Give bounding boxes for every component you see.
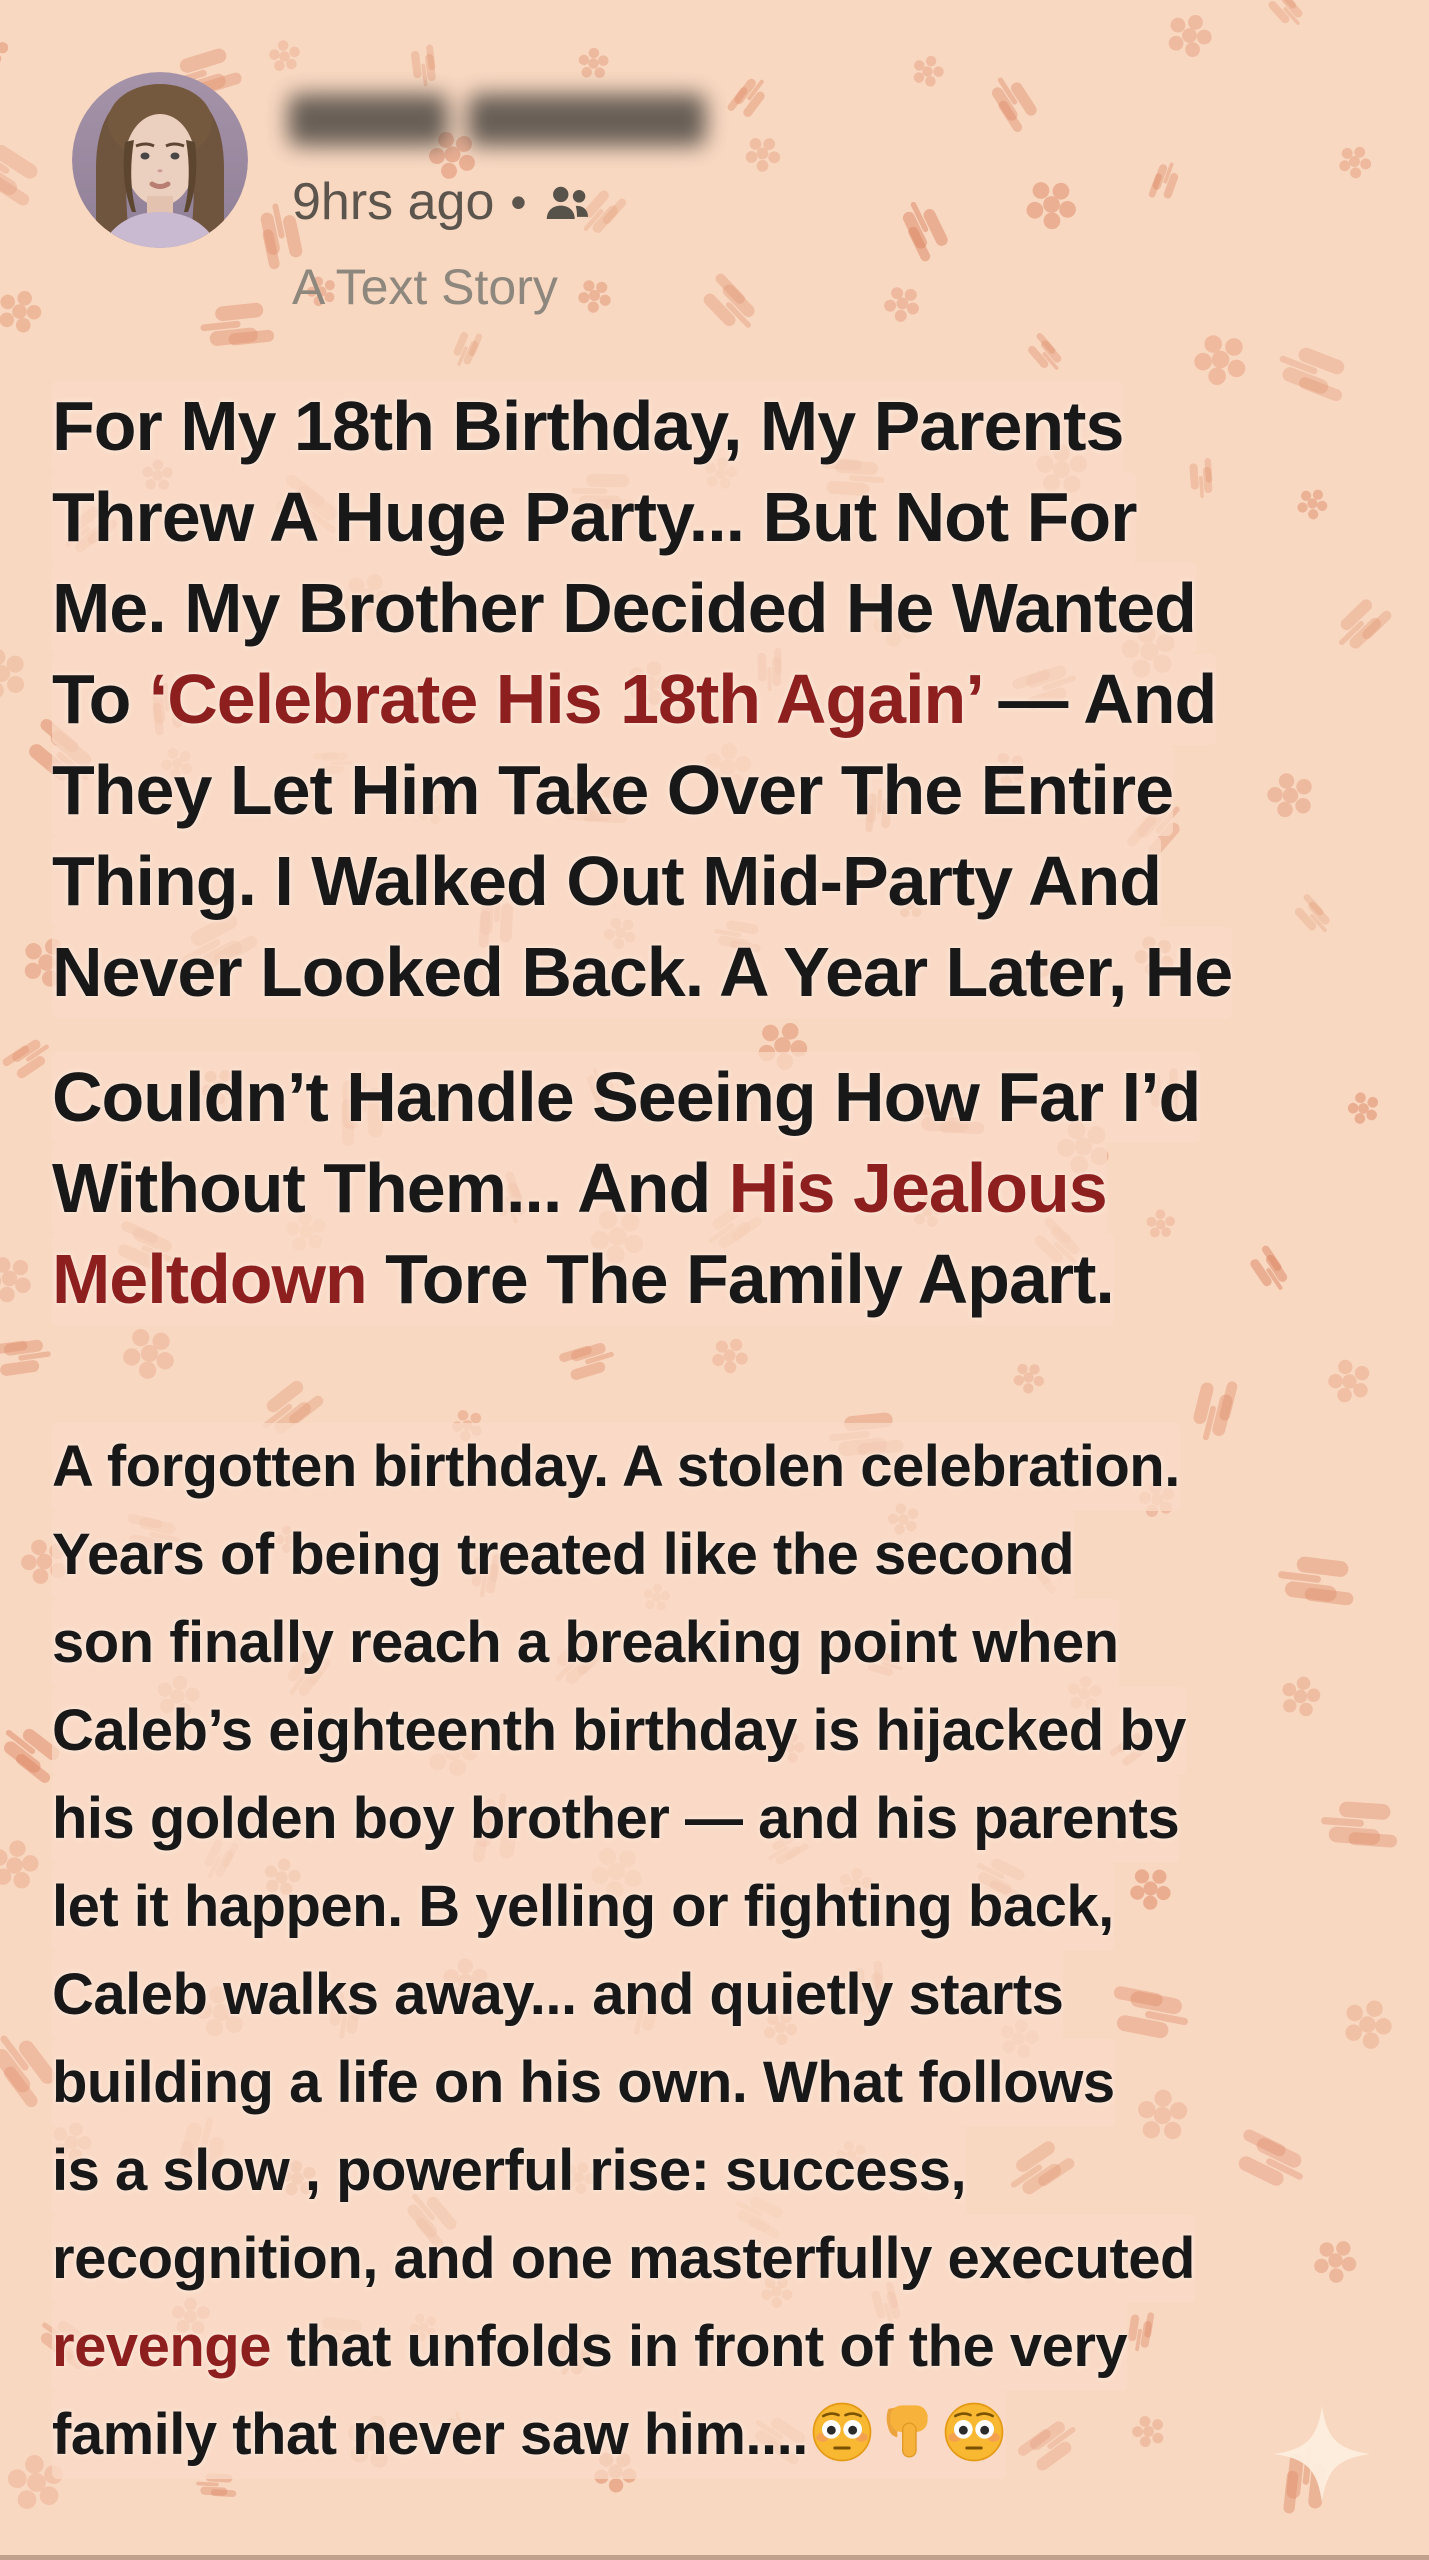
- flushed-face-emoji: [942, 2400, 1006, 2464]
- story-run: For My 18th Birthday, My Parents: [52, 387, 1124, 465]
- point-down-emoji: [876, 2400, 940, 2464]
- story-line: [52, 927, 1232, 1018]
- story-line: [52, 836, 1161, 927]
- story-run: building a life on his own. What follows: [52, 2050, 1115, 2115]
- story-line: [52, 1951, 1063, 2039]
- username-blur-word: [468, 94, 706, 146]
- story-run: Me. My Brother Decided He Wanted: [52, 569, 1196, 647]
- highlighted-red-text: revenge: [52, 2314, 271, 2379]
- story-run: is a slow , powerful rise: success,: [52, 2138, 967, 2203]
- story-line: [52, 563, 1196, 654]
- story-line: [52, 2127, 966, 2215]
- story-paragraph: [52, 1052, 1399, 1325]
- story-run: Years of being treated like the second: [52, 1522, 1075, 1587]
- story-line: [52, 2303, 1127, 2391]
- story-line: [52, 2215, 1195, 2303]
- story-line: [52, 1775, 1179, 1863]
- story-run: Tore The Family Apart.: [366, 1240, 1114, 1318]
- story-line: [52, 1423, 1180, 1511]
- story-line: [52, 654, 1216, 745]
- story-line: [52, 1863, 1114, 1951]
- avatar[interactable]: [72, 72, 248, 248]
- story-run: son finally reach a breaking point when: [52, 1610, 1119, 1675]
- story-line: [52, 472, 1136, 563]
- highlighted-red-text: ‘Celebrate His 18th Again’: [148, 660, 980, 738]
- story-paragraph: [52, 1423, 1399, 2479]
- meta-separator: •: [510, 176, 527, 228]
- story-line: [52, 745, 1173, 836]
- story-line: [52, 1687, 1186, 1775]
- story-run: Never Looked Back. A Year Later, He: [52, 933, 1233, 1011]
- profile-photo-woman: [72, 72, 248, 248]
- story-run: let it happen. B yelling or fighting back,: [52, 1874, 1114, 1939]
- story-run: Threw A Huge Party... But Not For: [52, 478, 1137, 556]
- story-run: To: [52, 660, 149, 738]
- story-line: [52, 381, 1123, 472]
- timestamp[interactable]: 9hrs ago: [292, 173, 495, 231]
- story-run: Caleb’s eighteenth birthday is hijacked by: [52, 1698, 1186, 1763]
- story-line: [52, 2039, 1115, 2127]
- story-run: Couldn’t Handle Seeing How Far I’d: [52, 1058, 1201, 1136]
- sparkle-icon: [1274, 2406, 1370, 2507]
- story-run: They Let Him Take Over The Entire: [52, 751, 1174, 829]
- story-run: that unfolds in front of the very: [270, 2314, 1128, 2379]
- story-run: recognition, and one masterfully executed: [52, 2226, 1195, 2291]
- story-run: Without Them... And: [52, 1149, 729, 1227]
- story-run: Caleb walks away... and quietly starts: [52, 1962, 1064, 2027]
- story-run: family that never saw him....: [52, 2402, 808, 2467]
- story-line: [52, 1143, 1107, 1234]
- friends-icon: [542, 175, 592, 229]
- flushed-face-emoji: [810, 2400, 874, 2464]
- story-run: — And: [979, 660, 1217, 738]
- highlighted-red-text: His Jealous: [728, 1149, 1107, 1227]
- username-blurred[interactable]: [288, 94, 706, 150]
- story-run: A forgotten birthday. A stolen celebration.: [52, 1434, 1180, 1499]
- story-line: [52, 1599, 1119, 1687]
- story-line: [52, 2391, 1006, 2479]
- story-run: his golden boy brother — and his parents: [52, 1786, 1180, 1851]
- story-run: Thing. I Walked Out Mid-Party And: [52, 842, 1162, 920]
- story-type-label: A Text Story: [292, 259, 558, 315]
- bottom-edge-line: [0, 2555, 1429, 2560]
- story-line: [52, 1052, 1200, 1143]
- story-line: [52, 1511, 1074, 1599]
- username-blur-word: [288, 94, 448, 146]
- highlighted-red-text: Meltdown: [52, 1240, 367, 1318]
- story-line: [52, 1234, 1114, 1325]
- story-paragraph: [52, 381, 1399, 1018]
- story-text: [52, 381, 1399, 2479]
